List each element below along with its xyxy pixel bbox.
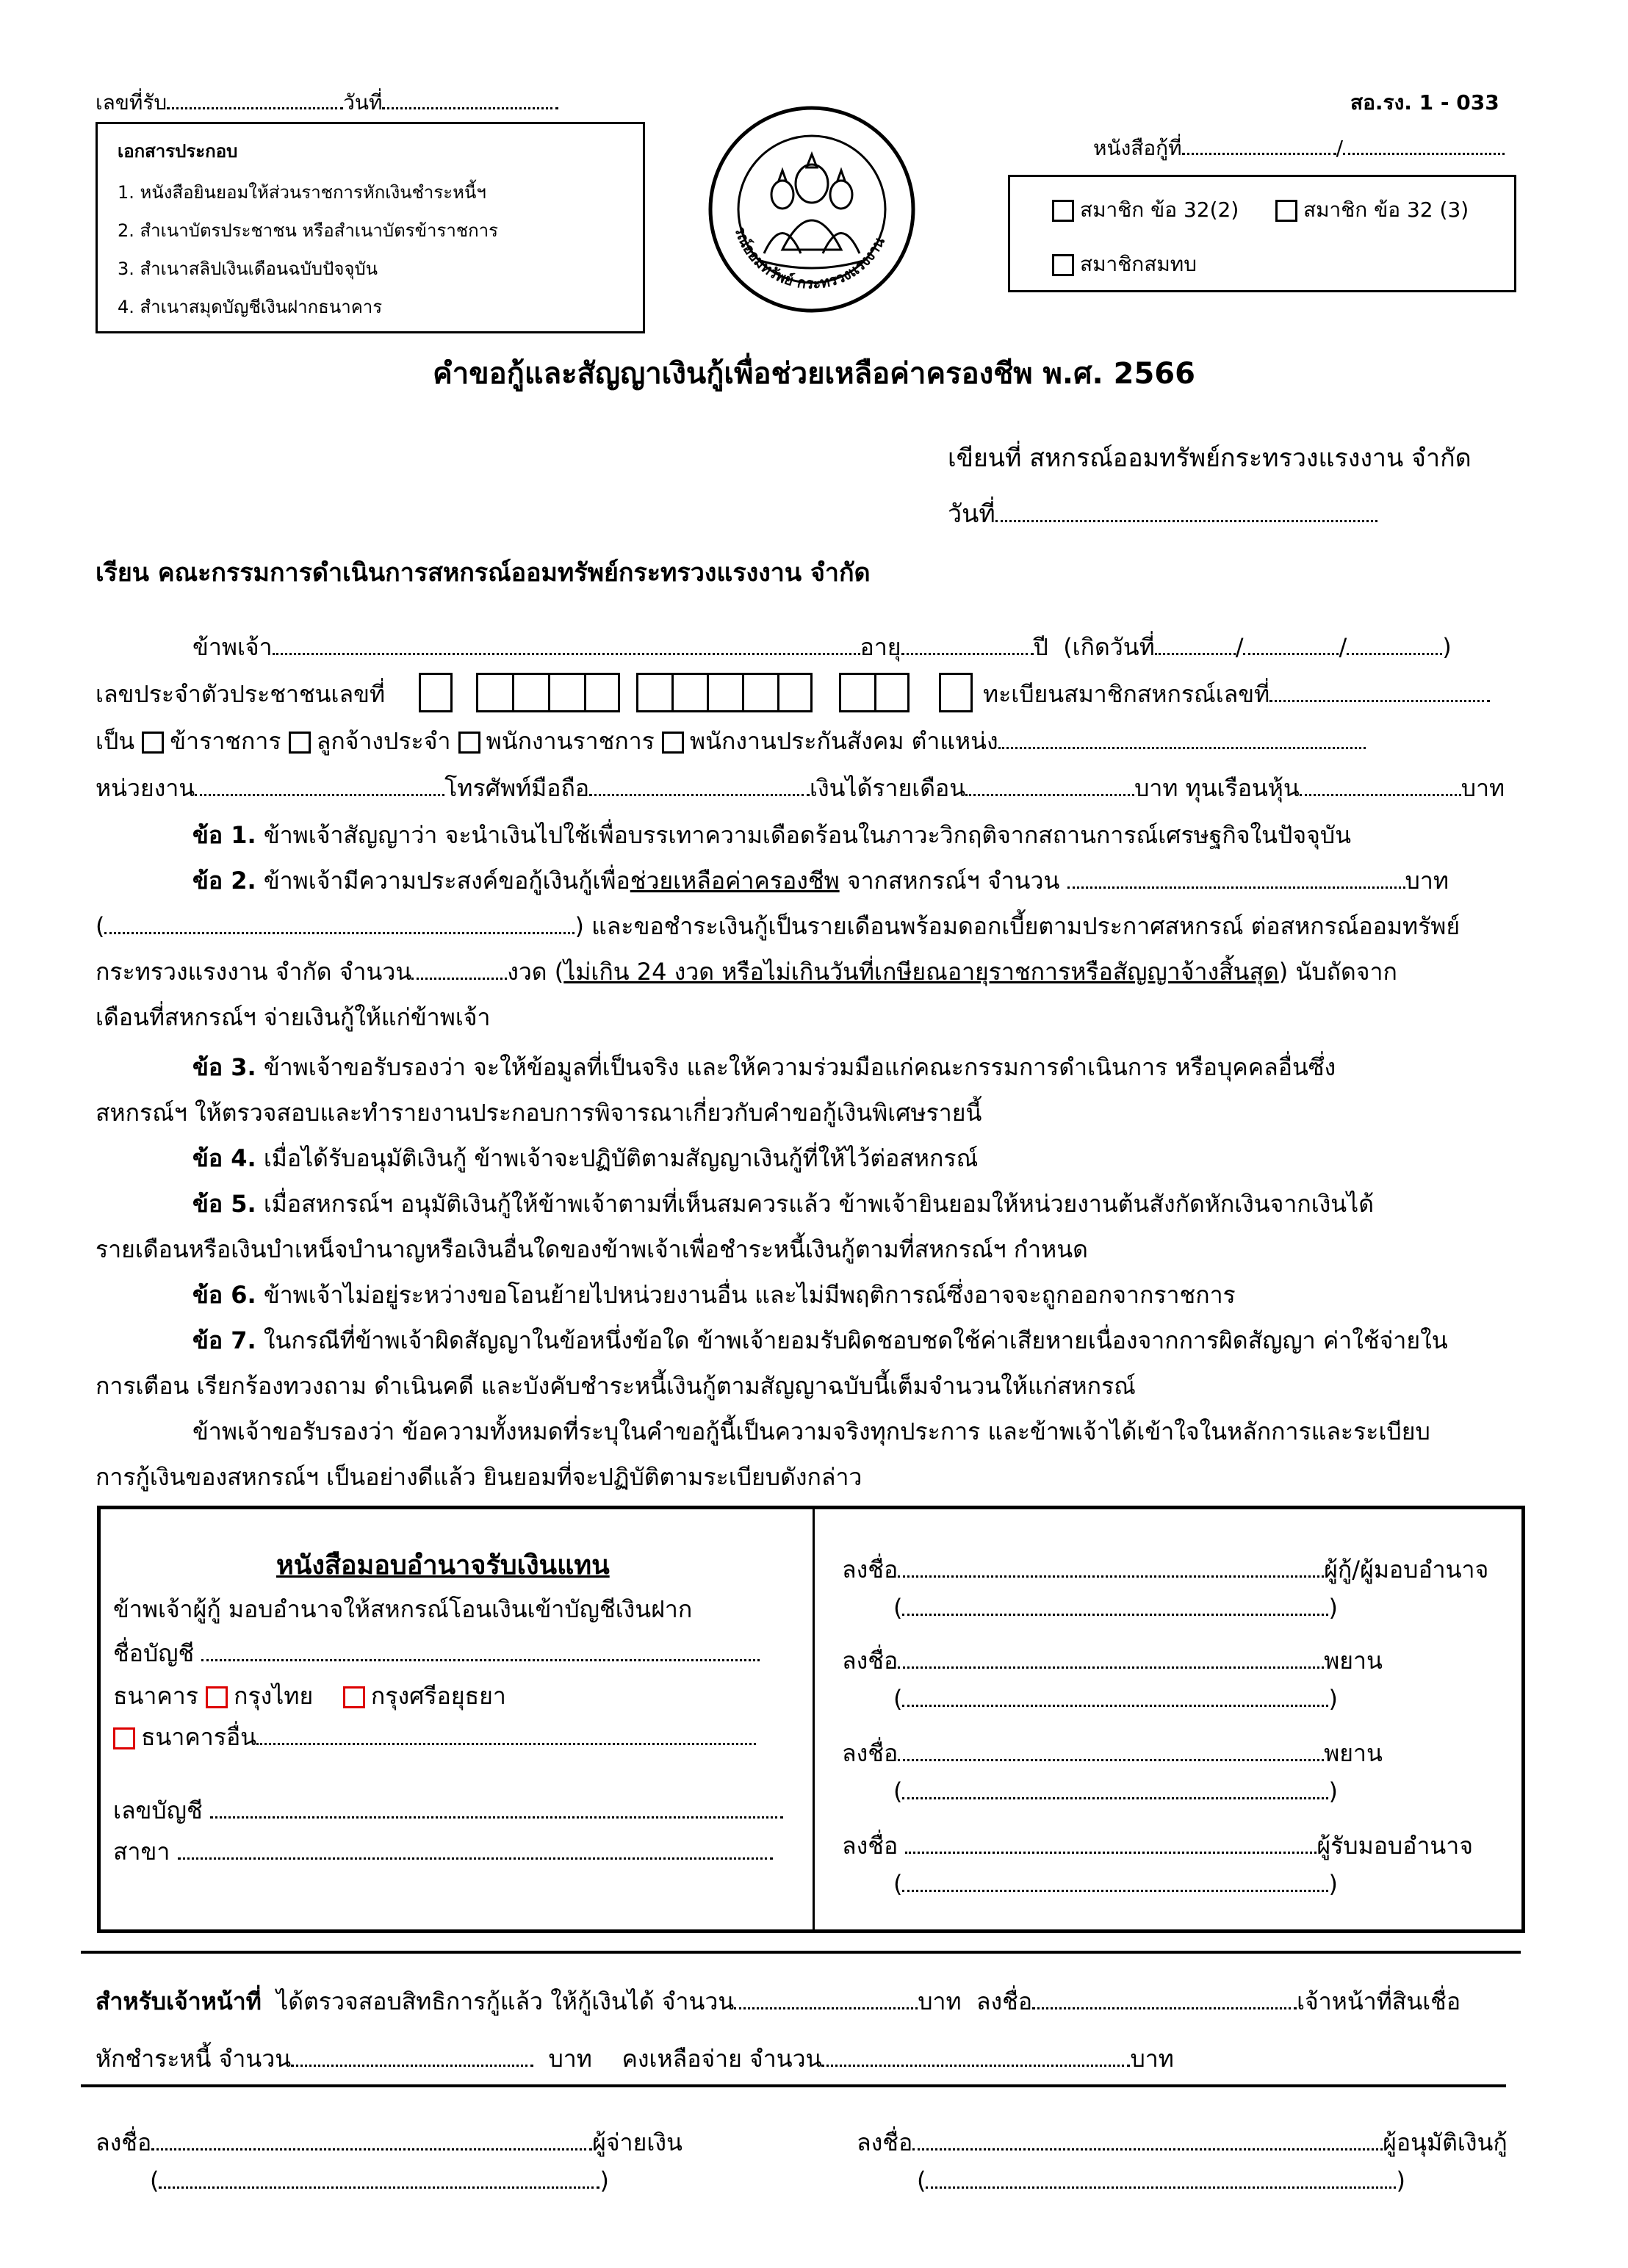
other-bank-field[interactable] [256, 1742, 756, 1745]
approver-signature-field[interactable] [912, 2148, 1383, 2150]
proxy-line1: ข้าพเจ้าผู้กู้ มอบอำนาจให้สหกรณ์โอนเงินเข้าบัญชีเงินฝาก [113, 1595, 693, 1623]
branch-field[interactable] [178, 1857, 773, 1860]
remaining-amount-field[interactable] [821, 2064, 1130, 2067]
svg-text:สหกรณ์ออมทรัพย์ กระทรวงแรงงาน [705, 103, 890, 292]
member-no-row: ทะเบียนสมาชิกสหกรณ์เลขที่ [983, 676, 1490, 713]
account-no-field[interactable] [210, 1816, 783, 1819]
checkbox[interactable] [1052, 200, 1074, 222]
shares-field[interactable] [1300, 793, 1461, 796]
witness2-signature-row: ลงชื่อ พยาน [842, 1739, 1383, 1767]
attachment-item: 4. สำเนาสมุดบัญชีเงินฝากธนาคาร [118, 297, 383, 317]
birth-month-field[interactable] [1243, 652, 1339, 655]
clause-1: ข้อ 1. ข้าพเจ้าสัญญาว่า จะนำเงินไปใช้เพื่อบรรเทาความเดือดร้อนในภาวะวิกฤติจากสถานการณ์เศรษฐกิจในปัจจุบัน [192, 821, 1351, 849]
attachment-item: 2. สำเนาบัตรประชาชน หรือสำเนาบัตรข้าราชการ [118, 220, 499, 241]
unit-field[interactable] [195, 793, 444, 796]
loan-doc-no-field[interactable] [1182, 152, 1336, 155]
salary-field[interactable] [965, 793, 1134, 796]
clause-3: ข้อ 3. ข้าพเจ้าขอรับรองว่า จะให้ข้อมูลที่เป็นจริง และให้ความร่วมมือแก่คณะกรรมการดำเนินการ หรือบุคคลอื่นซึ่ง [192, 1053, 1336, 1081]
approved-amount-field[interactable] [734, 2007, 918, 2009]
date-row: วันที่ [948, 494, 1377, 533]
form-code: สอ.รง. 1 - 033 [1350, 90, 1499, 115]
receipt-no-row: เลขที่รับ วันที่ [96, 87, 558, 119]
clause-5-line2: รายเดือนหรือเงินบำเหน็จบำนาญหรือเงินอื่นใดของข้าพเจ้าเพื่อชำระหนี้เงินกู้ตามที่สหกรณ์ฯ กำหนด [96, 1235, 1088, 1263]
member-no-field[interactable] [1269, 699, 1490, 702]
certify-text-line2: การกู้เงินของสหกรณ์ฯ เป็นอย่างดีแล้ว ยินยอมที่จะปฏิบัติตามระเบียบดังกล่าว [96, 1463, 862, 1491]
receipt-date-field[interactable] [382, 106, 558, 109]
attachment-item: 3. สำเนาสลิปเงินเดือนฉบับปัจจุบัน [118, 259, 378, 279]
checkbox-krungthai[interactable] [206, 1686, 228, 1708]
branch-row: สาขา [113, 1833, 773, 1871]
payer-name-field[interactable] [159, 2186, 599, 2189]
checkbox-civil-servant[interactable] [142, 732, 164, 754]
witness1-signature-row: ลงชื่อ พยาน [842, 1647, 1383, 1675]
deduct-amount-field[interactable] [291, 2064, 533, 2067]
officer-signature-field[interactable] [1032, 2007, 1297, 2009]
checkbox-permanent-employee[interactable] [289, 732, 311, 754]
id-digit-box[interactable] [939, 673, 973, 712]
logo-text: รณ์ออมทรัพย์ กระทรวงแรงงาน [731, 224, 888, 292]
unit-row: หน่วยงาน โทรศัพท์มือถือ เงินได้รายเดือน บาท ทุนเรือนหุ้น บาท [96, 774, 1505, 802]
witness2-name-field[interactable] [902, 1796, 1328, 1799]
payer-signature-field[interactable] [151, 2148, 592, 2150]
witness1-signature-field[interactable] [898, 1666, 1324, 1669]
approver-signature-row: ลงชื่อ ผู้อนุมัติเงินกู้ [857, 2128, 1508, 2156]
cooperative-seal-logo [705, 103, 918, 316]
loan-doc-year-field[interactable] [1343, 152, 1505, 155]
clause-6: ข้อ 6. ข้าพเจ้าไม่อยู่ระหว่างขอโอนย้ายไปหน่วยงานอื่น และไม่มีพฤติการณ์ซึ่งอาจจะถูกออกจากราชการ [192, 1281, 1236, 1309]
proxy-signature-field[interactable] [905, 1851, 1317, 1854]
receipt-no-field[interactable] [167, 106, 343, 109]
age-field[interactable] [901, 652, 1034, 655]
page-title: คำขอกู้และสัญญาเงินกู้เพื่อช่วยเหลือค่าครองชีพ พ.ศ. 2566 [433, 357, 1195, 391]
attachment-item: 1. หนังสือยินยอมให้ส่วนราชการหักเงินชำระหนี้ฯ [118, 182, 486, 203]
witness2-name-row: ( ) [893, 1777, 1338, 1805]
loan-amount-field[interactable] [1067, 886, 1405, 889]
proxy-name-row: ( ) [893, 1870, 1338, 1898]
checkbox-krungsri[interactable] [343, 1686, 365, 1708]
account-name-row: ชื่อบัญชี [113, 1635, 760, 1672]
witness1-name-field[interactable] [902, 1704, 1328, 1707]
certify-text: ข้าพเจ้าขอรับรองว่า ข้อความทั้งหมดที่ระบุในคำขอกู้นี้เป็นความจริงทุกประการ และข้าพเจ้าได้เข้าใจในหลักการและระเบียบ [192, 1418, 1430, 1445]
divider [81, 1951, 1521, 1954]
account-name-field[interactable] [201, 1658, 760, 1661]
proxy-signature-row: ลงชื่อ ผู้รับมอบอำนาจ [842, 1832, 1473, 1860]
birth-year-field[interactable] [1347, 652, 1442, 655]
attachments-title: เอกสารประกอบ [118, 141, 238, 162]
borrower-name-field[interactable] [902, 1613, 1328, 1616]
loan-amount-words-field[interactable] [104, 931, 575, 934]
id-digit-box[interactable] [419, 673, 453, 712]
checkbox-social-security-employee[interactable] [662, 732, 684, 754]
clause-2-line3: กระทรวงแรงงาน จำกัด จำนวน งวด (ไม่เกิน 24 งวด หรือไม่เกินวันที่เกษียณอายุราชการหรือสัญญาจ้างสิ้นสุด) นับถัดจาก [96, 958, 1397, 986]
salutation: เรียน คณะกรรมการดำเนินการสหกรณ์ออมทรัพย์กระทรวงแรงงาน จำกัด [96, 558, 871, 588]
checkbox-government-employee[interactable] [458, 732, 480, 754]
checkbox[interactable] [1052, 254, 1074, 276]
bank-row: ธนาคาร กรุงไทย กรุงศรีอยุธยา [113, 1682, 506, 1710]
clause-2-line4: เดือนที่สหกรณ์ฯ จ่ายเงินกู้ให้แก่ข้าพเจ้า [96, 1003, 491, 1031]
borrower-signature-row: ลงชื่อ ผู้กู้/ผู้มอบอำนาจ [842, 1556, 1489, 1583]
witness2-signature-field[interactable] [898, 1758, 1324, 1761]
divider [81, 2084, 1506, 2087]
clause-7: ข้อ 7. ในกรณีที่ข้าพเจ้าผิดสัญญาในข้อหนึ่งข้อใด ข้าพเจ้ายอมรับผิดชอบชดใช้ค่าเสียหายเนื่องจากการผิดสัญญา ค่าใช้จ่ายใน [192, 1326, 1448, 1354]
account-no-row: เลขบัญชี [113, 1792, 783, 1830]
clause-2-line2: ( ) และขอชำระเงินกู้เป็นรายเดือนพร้อมดอกเบี้ยตามประกาศสหกรณ์ ต่อสหกรณ์ออมทรัพย์ [96, 912, 1460, 940]
box-divider [813, 1506, 815, 1933]
clause-4: ข้อ 4. เมื่อได้รับอนุมัติเงินกู้ ข้าพเจ้าจะปฏิบัติตามสัญญาเงินกู้ที่ให้ไว้ต่อสหกรณ์ [192, 1144, 979, 1172]
clause-7-line2: การเตือน เรียกร้องทวงถาม ดำเนินคดี และบังคับชำระหนี้เงินกู้ตามสัญญาฉบับนี้เต็มจำนวนให้แก่สหกรณ์ [96, 1372, 1136, 1400]
installments-field[interactable] [411, 977, 507, 980]
name-field[interactable] [273, 652, 860, 655]
membership-opt-32-3[interactable]: สมาชิก ข้อ 32 (3) [1275, 194, 1469, 226]
payer-signature-row: ลงชื่อ ผู้จ่ายเงิน [96, 2128, 682, 2156]
id-digit-group[interactable] [636, 673, 813, 712]
phone-field[interactable] [589, 793, 810, 796]
id-label: เลขประจำตัวประชาชนเลขที่ [96, 680, 386, 708]
checkbox[interactable] [1275, 200, 1297, 222]
payer-name-row: ( ) [150, 2167, 609, 2195]
checkbox-other-bank[interactable] [113, 1727, 135, 1749]
borrower-name-row: ( ) [893, 1594, 1338, 1622]
clause-3-line2: สหกรณ์ฯ ให้ตรวจสอบและทำรายงานประกอบการพิจารณาเกี่ยวกับคำขอกู้เงินพิเศษรายนี้ [96, 1099, 982, 1127]
membership-opt-32-2[interactable]: สมาชิก ข้อ 32(2) [1052, 194, 1239, 226]
approver-name-field[interactable] [926, 2186, 1396, 2189]
position-field[interactable] [998, 746, 1366, 749]
clause-5: ข้อ 5. เมื่อสหกรณ์ฯ อนุมัติเงินกู้ให้ข้าพเจ้าตามที่เห็นสมควรแล้ว ข้าพเจ้ายินยอมให้หน่วยงานต้นสังกัดหักเงินจากเงินได้ [192, 1190, 1375, 1218]
date-field[interactable] [995, 519, 1377, 522]
approver-name-row: ( ) [917, 2167, 1405, 2195]
bank-other-row: ธนาคารอื่น [113, 1719, 756, 1756]
birth-day-field[interactable] [1155, 652, 1236, 655]
written-at: เขียนที่ สหกรณ์ออมทรัพย์กระทรวงแรงงาน จำกัด [948, 444, 1472, 473]
clause-2: ข้อ 2. ข้าพเจ้ามีความประสงค์ขอกู้เงินกู้เพื่อช่วยเหลือค่าครองชีพ จากสหกรณ์ฯ จำนวน บาท [192, 867, 1449, 895]
witness1-name-row: ( ) [893, 1685, 1338, 1713]
employee-type-row: เป็น ข้าราชการ ลูกจ้างประจำ พนักงานราชการ พนักงานประกันสังคม ตำแหน่ง [96, 723, 1366, 760]
proxy-title: หนังสือมอบอำนาจรับเงินแทน [276, 1550, 610, 1581]
officer-row: สำหรับเจ้าหน้าที่ ได้ตรวจสอบสิทธิการกู้แล้ว ให้กู้เงินได้ จำนวน บาท ลงชื่อ เจ้าหน้าที่สินเชื่อ [96, 1987, 1461, 2015]
deduct-row: หักชำระหนี้ จำนวน บาท คงเหลือจ่าย จำนวน บาท [96, 2045, 1174, 2073]
loan-doc-row: หนังสือกู้ที่ / [1093, 132, 1505, 165]
borrower-signature-field[interactable] [898, 1575, 1324, 1578]
name-row: ข้าพเจ้า อายุ ปี (เกิดวันที่ / / ) [192, 633, 1452, 661]
membership-opt-associate[interactable]: สมาชิกสมทบ [1052, 248, 1197, 281]
proxy-name-field[interactable] [902, 1889, 1328, 1892]
